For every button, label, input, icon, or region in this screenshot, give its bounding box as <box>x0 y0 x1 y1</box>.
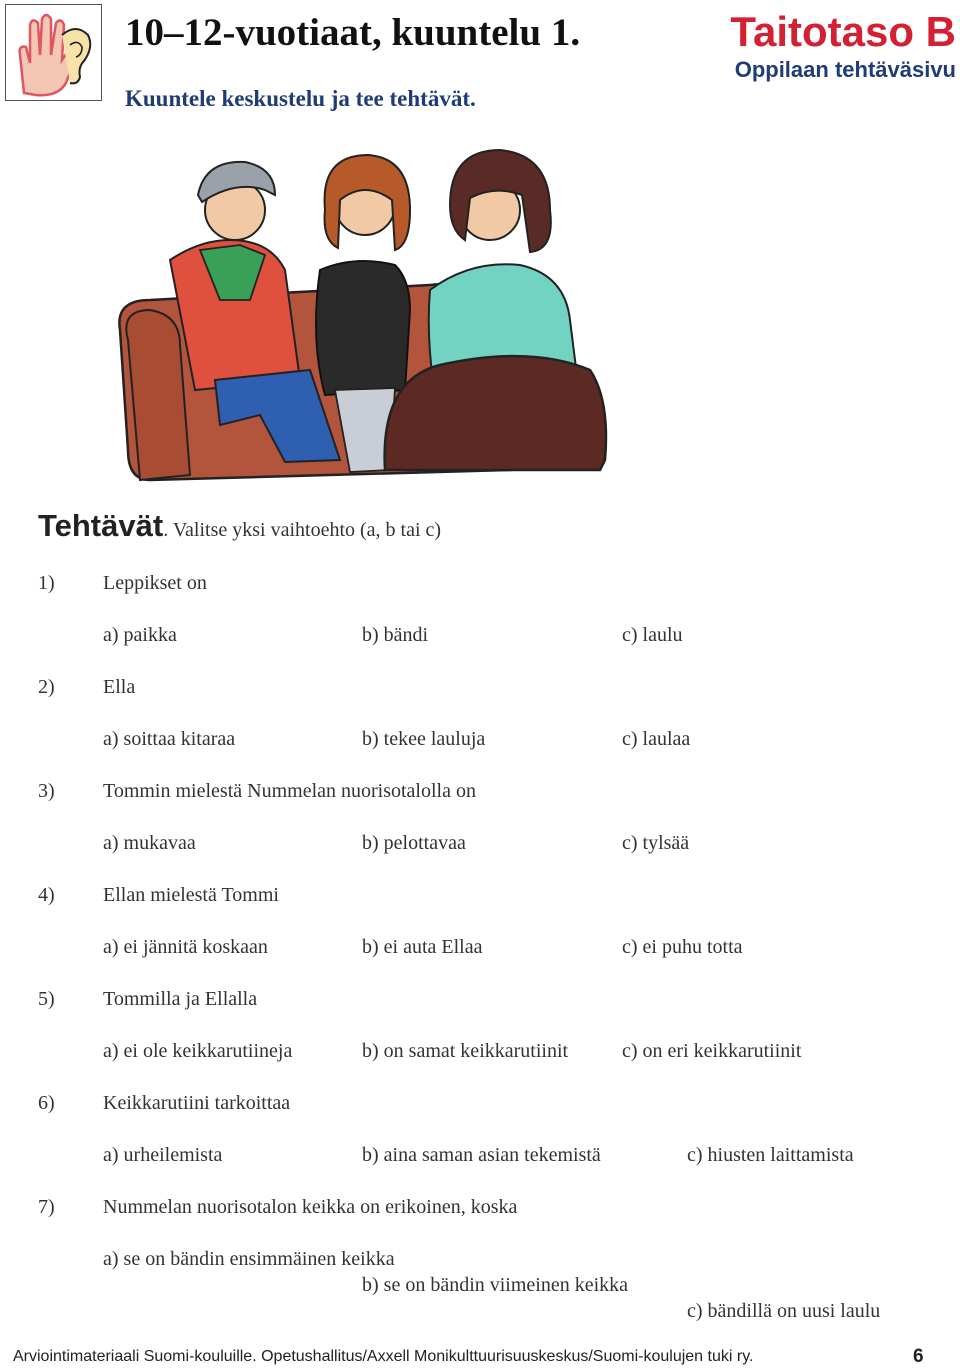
task-heading: Tehtävät <box>38 508 164 543</box>
option-c: c) ei puhu totta <box>622 936 743 958</box>
question-text: Tommilla ja Ellalla <box>103 988 258 1010</box>
question-number: 3) <box>38 780 55 802</box>
question-number: 5) <box>38 988 55 1010</box>
option-c: c) bändillä on uusi laulu <box>687 1300 881 1322</box>
option-c: c) on eri keikkarutiinit <box>622 1040 802 1062</box>
option-c: c) hiusten laittamista <box>687 1144 854 1166</box>
option-b: b) pelottavaa <box>362 832 466 854</box>
page-type-label: Oppilaan tehtäväsivu <box>734 57 956 82</box>
option-b: b) ei auta Ellaa <box>362 936 483 958</box>
question-text: Ellan mielestä Tommi <box>103 884 279 906</box>
option-b: b) se on bändin viimeinen keikka <box>362 1274 629 1296</box>
question-text: Tommin mielestä Nummelan nuorisotalolla on <box>103 780 476 802</box>
option-a: a) se on bändin ensimmäinen keikka <box>103 1248 395 1270</box>
page-title: 10–12-vuotiaat, kuuntelu 1. <box>125 11 581 54</box>
question-number: 4) <box>38 884 55 906</box>
question-text: Leppikset on <box>103 572 207 594</box>
option-b: b) bändi <box>362 624 429 646</box>
skill-level-label: Taitotaso B <box>730 8 956 55</box>
option-b: b) tekee lauluja <box>362 728 486 750</box>
question-text: Keikkarutiini tarkoittaa <box>103 1092 291 1114</box>
option-b: b) on samat keikkarutiinit <box>362 1040 569 1062</box>
option-c: c) laulu <box>622 624 683 646</box>
page-number: 6 <box>913 1346 924 1367</box>
logo-hand-ear-icon <box>5 4 102 101</box>
option-a: a) ei jännitä koskaan <box>103 936 268 958</box>
task-instruction-text: . Valitse yksi vaihtoehto (a, b tai c) <box>163 519 442 541</box>
option-a: a) soittaa kitaraa <box>103 728 236 750</box>
footer-credits: Arviointimateriaali Suomi-kouluille. Opetushallitus/Axxell Monikulttuurisuuskeskus/Suomi-koulujen tuki ry. <box>13 1348 754 1365</box>
question-number: 7) <box>38 1196 55 1218</box>
option-c: c) tylsää <box>622 832 690 854</box>
option-a: a) mukavaa <box>103 832 196 854</box>
question-text: Ella <box>103 676 136 698</box>
option-c: c) laulaa <box>622 728 691 750</box>
option-a: a) urheilemista <box>103 1144 223 1166</box>
question-number: 6) <box>38 1092 55 1114</box>
question-number: 2) <box>38 676 55 698</box>
three-children-illustration <box>110 140 610 500</box>
option-b: b) aina saman asian tekemistä <box>362 1144 601 1166</box>
option-a: a) paikka <box>103 624 177 646</box>
question-number: 1) <box>38 572 55 594</box>
question-text: Nummelan nuorisotalon keikka on erikoinen, koska <box>103 1196 518 1218</box>
page-subtitle: Kuuntele keskustelu ja tee tehtävät. <box>125 86 476 111</box>
option-a: a) ei ole keikkarutiineja <box>103 1040 293 1062</box>
task-instructions <box>38 508 441 544</box>
